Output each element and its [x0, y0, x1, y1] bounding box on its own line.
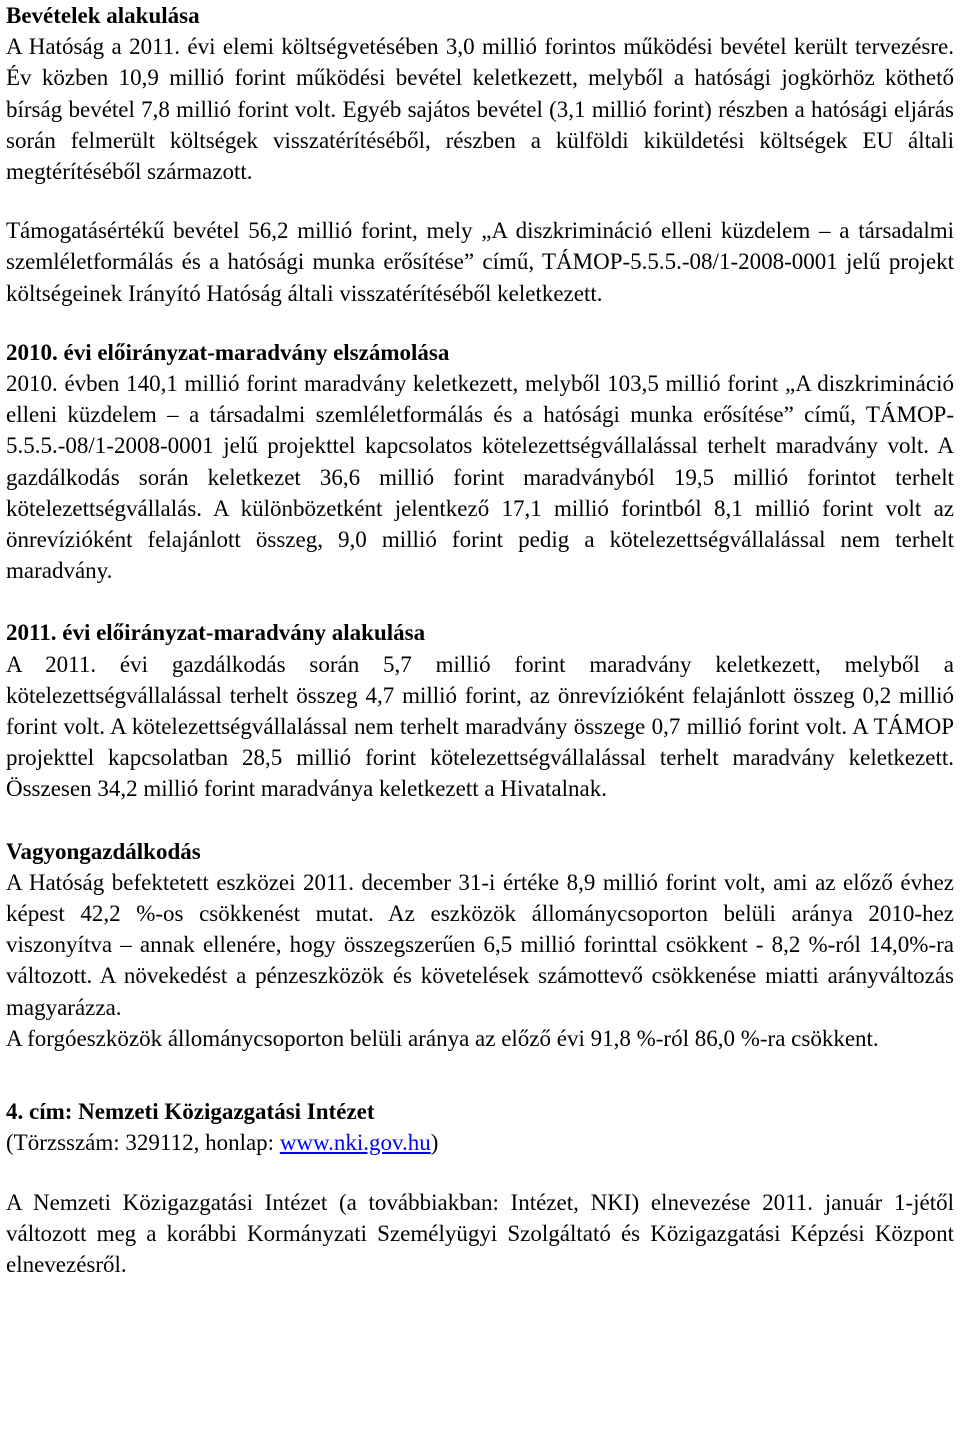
section-heading-2011-residual: 2011. évi előirányzat-maradvány alakulása: [6, 620, 426, 646]
section-heading-asset-management: Vagyongazdálkodás: [6, 838, 201, 864]
paragraph-2011-residual: A 2011. évi gazdálkodás során 5,7 millió forint maradvány keletkezett, melyből a kötelezettségvállalással terhelt összeg 4,7 millió forint, az önrevízióként felajánlott összeg 0,2 millió forint volt. A kötelezettségvállalással nem terhelt maradvány összege 0,7 millió forint volt. A TÁMOP projekttel kapcsolatban 28,5 millió forint kötelezettségvállalással terhelt maradvány keletkezett. Összesen 34,2 millió forint maradványa keletkezett a Hivatalnak.: [6, 651, 954, 802]
paragraph-nki: A Nemzeti Közigazgatási Intézet (a továbbiakban: Intézet, NKI) elnevezése 2011. január 1-jétől változott meg a korábbi Kormányzati Személyügyi Szolgáltató és Közigazgatási Képzési Központ elnevezésről.: [6, 1189, 954, 1277]
section-heading-nki: 4. cím: Nemzeti Közigazgatási Intézet: [6, 1099, 375, 1125]
section-heading-revenues: Bevételek alakulása: [6, 3, 200, 28]
reference-line: [6, 1127, 954, 1158]
paragraph-asset-management-1: A Hatóság befektetett eszközei 2011. december 31-i értéke 8,9 millió forint volt, ami az előző évhez képest 42,2 %-os csökkenést mutat. Az eszközök állománycsoporton belüli aránya 2010-hez viszonyítva – annak ellenére, hogy összegszerűen 6,5 millió forinttal csökkent - 8,2 %-ról 14,0%-ra változott. A növekedést a pénzeszközök és követelések számottevő csökkenése miatti arányváltozás magyarázza.: [6, 869, 954, 1020]
spacer: [6, 586, 954, 617]
spacer: [6, 1054, 954, 1096]
paragraph-revenues-2: Támogatásértékű bevétel 56,2 millió forint, mely „A diszkrimináció elleni küzdelem – a társadalmi szemléletformálás és a hatósági munka erősítése” című, TÁMOP-5.5.5.-08/1-2008-0001 jelű projekt költségeinek Irányító Hatóság általi visszatérítéséből keletkezett.: [6, 218, 954, 306]
paragraph-2010-residual: 2010. évben 140,1 millió forint maradvány keletkezett, melyből 103,5 millió forint „A diszkrimináció elleni küzdelem – a társadalmi szemléletformálás és a hatósági munka erősítése” című, TÁMOP-5.5.5.-08/1-2008-0001 jelű projekttel kapcsolatos kötelezettségvállalással terhelt maradvány volt. A gazdálkodás során keletkezet 36,6 millió forint maradványból 19,5 millió forintot terhelt kötelezettségvállalás. A különbözetként jelentkező 17,1 millió forintból 8,1 millió forint volt az önrevízióként felajánlott összeg, 9,0 millió forint pedig a kötelezettségvállalással nem terhelt maradvány.: [6, 371, 954, 584]
reference-prefix: (Törzsszám: 329112, honlap:: [6, 1130, 280, 1156]
paragraph-asset-management-2: A forgóeszközök állománycsoporton belüli aránya az előző évi 91,8 %-ról 86,0 %-ra csökkent.: [6, 1025, 879, 1051]
spacer: [6, 309, 954, 337]
spacer: [6, 1159, 954, 1187]
section-heading-2010-residual: 2010. évi előirányzat-maradvány elszámolása: [6, 339, 450, 365]
spacer: [6, 805, 954, 836]
spacer: [6, 187, 954, 215]
website-link[interactable]: www.nki.gov.hu: [279, 1130, 431, 1156]
reference-suffix: ): [430, 1130, 439, 1156]
paragraph-revenues-1: A Hatóság a 2011. évi elemi költségvetésében 3,0 millió forintos működési bevétel került tervezésre. Év közben 10,9 millió forint működési bevétel keletkezett, melyből a hatósági jogkörhöz köthető bírság bevétel 7,8 millió forint volt. Egyéb sajátos bevétel (3,1 millió forint) részben a hatósági eljárás során felmerült költségek visszatérítéséből, részben a külföldi kiküldetési költségek EU általi megtérítéséből származott.: [6, 34, 954, 185]
